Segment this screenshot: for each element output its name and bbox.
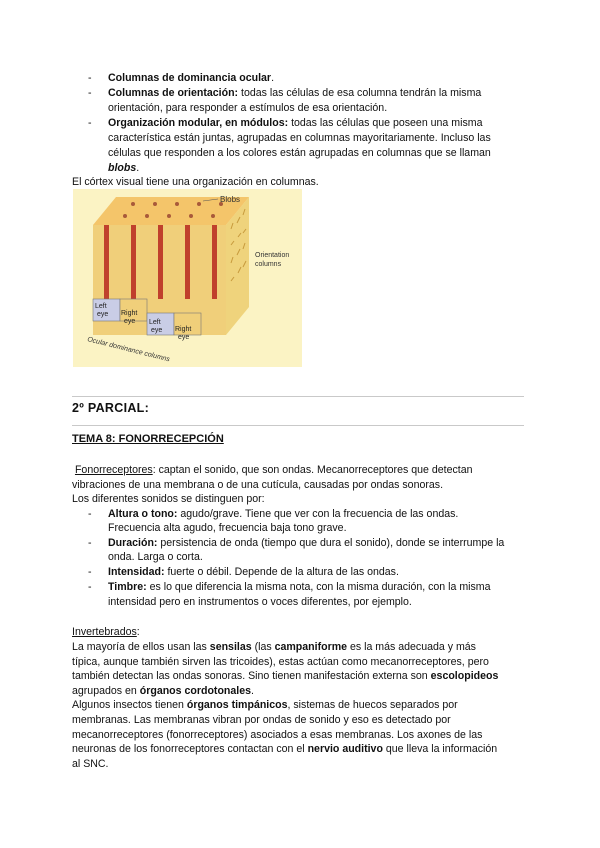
bullet-bold: Intensidad: xyxy=(108,566,165,578)
orientation-label-1: Orientation xyxy=(255,252,290,259)
bullet-bold: Columnas de dominancia ocular xyxy=(108,72,272,84)
bullet-bold: Timbre: xyxy=(108,581,147,593)
bullet-dash: - xyxy=(88,537,92,549)
right-eye-label-2a: Right xyxy=(175,326,192,333)
invertebrados-p1-l3: también detectan las ondas sonoras. Sino tienen manifestación externa son escolopideos xyxy=(72,670,499,682)
blobs-label: Blobs xyxy=(220,195,241,204)
bullet-dash: - xyxy=(88,581,92,593)
bullet-text: es lo que diferencia la misma nota, con la misma duración, con la misma xyxy=(146,581,491,593)
bullet-dash: - xyxy=(88,566,92,578)
left-eye-label-1b: eye xyxy=(97,311,109,318)
orientation-label-2: columns xyxy=(255,261,282,268)
bullet-bold: Altura o tono: xyxy=(108,508,178,520)
fonorreceptores-term: Fonorreceptores xyxy=(74,464,153,476)
invertebrados-p2-l2: membranas. Las membranas vibran por ondas de sonido y eso es detectado por xyxy=(72,714,451,726)
right-eye-label-1b: eye xyxy=(124,318,136,325)
fonorreceptores-line-3: Los diferentes sonidos se distinguen por: xyxy=(72,493,265,505)
bullet-dash: - xyxy=(88,508,92,520)
bullet-modular xyxy=(108,116,528,130)
cortex-sentence: El córtex visual tiene una organización en columnas. xyxy=(72,176,319,188)
ocular-dominance-label: Ocular dominance columns xyxy=(86,336,171,364)
left-eye-label-2b: eye xyxy=(151,327,163,334)
invertebrados-p2-l3: mecanorreceptores (fonorreceptores) asociados a esas membranas. Los axones de las xyxy=(72,729,483,741)
invertebrados-p1-l4: agrupados en órganos cordotonales. xyxy=(72,685,254,697)
period: . xyxy=(136,162,140,174)
invertebrados-p2-l5: al SNC. xyxy=(72,758,109,770)
bullet-dash: - xyxy=(88,117,92,129)
bullet-bold: Duración: xyxy=(108,537,158,549)
invertebrados-p2-l1: Algunos insectos tienen órganos timpánicos, sistemas de huecos separados por xyxy=(72,699,458,711)
bullet-cont: Frecuencia alta agudo, frecuencia baja tono grave. xyxy=(108,522,347,534)
fonorreceptores-line-2: vibraciones de una membrana o de una cutícula, causadas por ondas sonoras. xyxy=(72,479,444,491)
section-heading: 2º PARCIAL: xyxy=(72,401,150,415)
blobs-term: blobs xyxy=(108,162,137,174)
fonorreceptores-text: : captan el sonido, que son ondas. Mecanorreceptores que detectan xyxy=(152,464,473,476)
bullet-dash: - xyxy=(88,87,92,99)
bullet-text: . xyxy=(271,72,275,84)
invertebrados-term: Invertebrados xyxy=(72,626,137,638)
topic-heading: TEMA 8: FONORRECEPCIÓN xyxy=(72,433,224,445)
left-eye-label-2a: Left xyxy=(149,319,161,326)
bullet-text: todas las células de esa columna tendrán la misma xyxy=(238,87,482,99)
bullet-cont-blobs xyxy=(108,161,528,175)
bullet-bold: Columnas de orientación: xyxy=(108,87,239,99)
bullet-cont: característica están juntas, agrupadas en columnas mayoritariamente. Incluso las xyxy=(108,132,491,144)
bullet-duracion xyxy=(108,536,528,550)
bullet-cont: onda. Larga o corta. xyxy=(108,551,203,563)
bullet-text: todas las células que poseen una misma xyxy=(288,117,483,129)
divider xyxy=(72,425,524,426)
bullet-orientation xyxy=(108,86,528,100)
bullet-dash: - xyxy=(88,72,92,84)
fonorreceptores-line-1 xyxy=(72,463,472,477)
bullet-text: fuerte o débil. Depende de la altura de las ondas. xyxy=(164,566,399,578)
bullet-cont: células que responden a los colores están agrupadas en columnas que se llaman xyxy=(108,147,491,159)
bullet-altura xyxy=(108,507,528,521)
bullet-text: persistencia de onda (tiempo que dura el sonido), donde se interrumpe la xyxy=(157,537,505,549)
right-eye-label-1a: Right xyxy=(121,310,138,317)
invertebrados-p1-l1: La mayoría de ellos usan las sensilas (las campaniforme es la más adecuada y más xyxy=(72,641,476,653)
left-eye-label-1a: Left xyxy=(95,303,107,310)
right-eye-label-2b: eye xyxy=(178,334,190,341)
bullet-text: agudo/grave. Tiene que ver con la frecuencia de las ondas. xyxy=(177,508,459,520)
divider xyxy=(72,396,524,397)
invertebrados-heading xyxy=(72,625,140,639)
bullet-bold: Organización modular, en módulos: xyxy=(108,117,289,129)
cortex-columns-figure xyxy=(73,189,302,367)
bullet-intensidad xyxy=(108,565,528,579)
bullet-cont: orientación, para responder a estímulos de esa orientación. xyxy=(108,102,388,114)
bullet-cont: intensidad pero en instrumentos o voces diferentes, por ejemplo. xyxy=(108,596,412,608)
bullet-ocular-dominance xyxy=(108,71,528,85)
invertebrados-p2-l4: neuronas de los fonorreceptores contactan con el nervio auditivo que lleva la información xyxy=(72,743,498,755)
bullet-timbre xyxy=(108,580,528,594)
invertebrados-p1-l2: típica, aunque también sirven las tricoides), estas actúan como mecanorreceptores, pero xyxy=(72,656,489,668)
colon: : xyxy=(136,626,140,638)
